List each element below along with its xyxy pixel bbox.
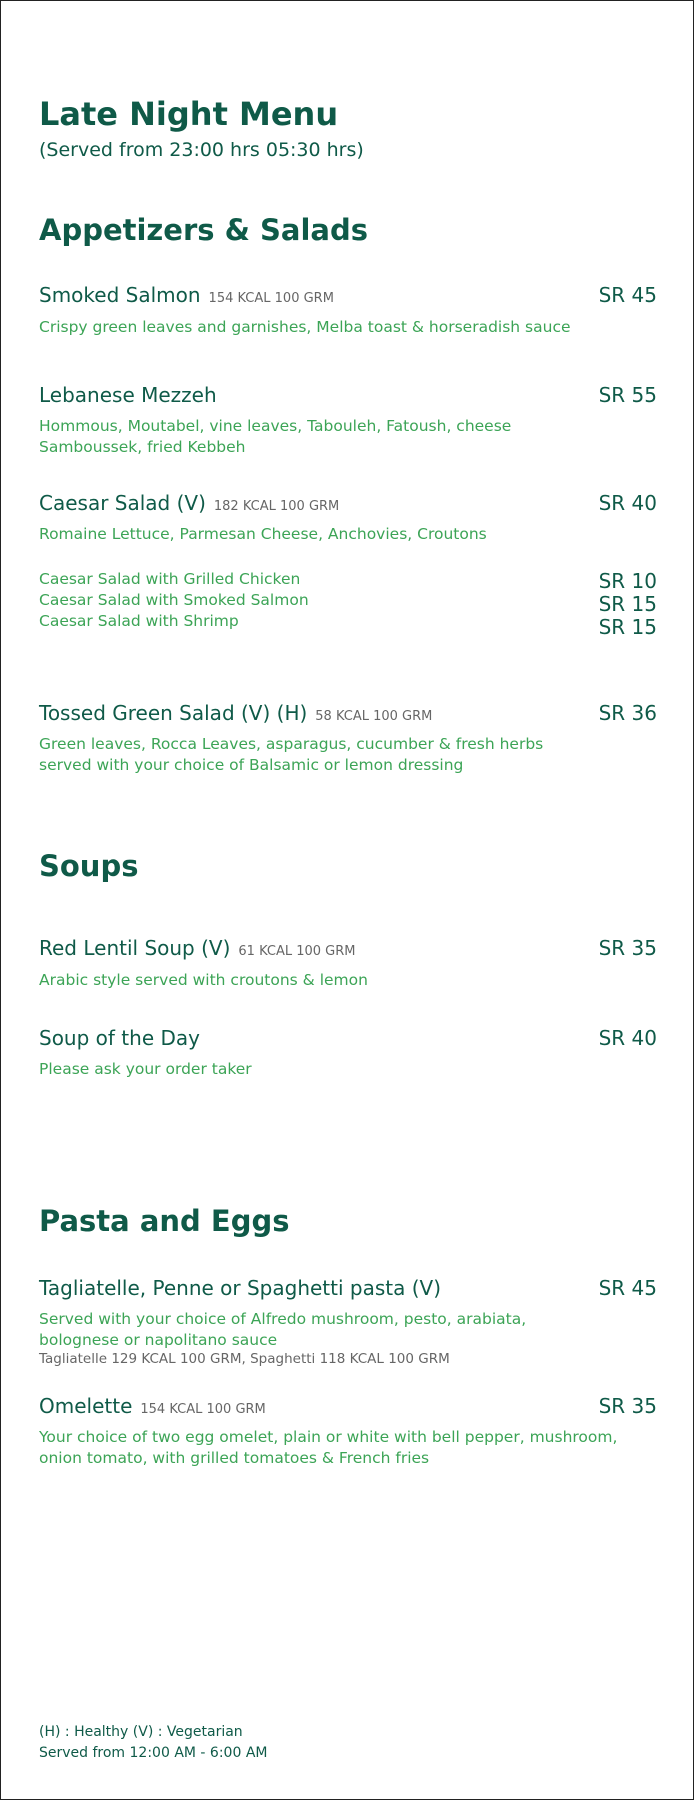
addon-name: Caesar Salad with Shrimp	[39, 612, 239, 630]
menu-subtitle: (Served from 23:00 hrs 05:30 hrs)	[39, 139, 364, 161]
item-lentil-soup	[39, 936, 356, 960]
item-price: SR 35	[598, 1394, 657, 1418]
item-kcal: 58 KCAL 100 GRM	[315, 709, 433, 724]
item-name: Red Lentil Soup (V)	[39, 936, 231, 960]
section-appetizers: Appetizers & Salads	[39, 213, 369, 247]
item-description: Hommous, Moutabel, vine leaves, Tabouleh, Fatoush, cheese Samboussek, fried Kebbeh	[39, 417, 512, 456]
item-name: Caesar Salad (V)	[39, 491, 206, 515]
addon-price: SR 10	[598, 569, 657, 593]
item-name: Smoked Salmon	[39, 283, 201, 307]
addon-price: SR 15	[598, 615, 657, 639]
item-price: SR 40	[598, 1026, 657, 1050]
item-soup-of-day	[39, 1026, 200, 1050]
addon-name: Caesar Salad with Smoked Salmon	[39, 591, 309, 609]
item-name: Tossed Green Salad (V) (H)	[39, 701, 308, 725]
item-tossed-salad	[39, 701, 432, 725]
item-name: Lebanese Mezzeh	[39, 383, 217, 407]
item-price: SR 40	[598, 491, 657, 515]
item-price: SR 45	[598, 283, 657, 307]
item-description: served with your choice of Balsamic or lemon dressing	[39, 756, 464, 774]
item-name: Soup of the Day	[39, 1026, 200, 1050]
item-kcal: 154 KCAL 100 GRM	[208, 291, 334, 306]
item-description: Green leaves, Rocca Leaves, asparagus, cucumber & fresh herbs	[39, 735, 544, 753]
item-price: SR 36	[598, 701, 657, 725]
item-description: Your choice of two egg omelet, plain or white with bell pepper, mushroom,	[39, 1428, 618, 1446]
section-soups: Soups	[39, 849, 139, 883]
footer-legend: (H) : Healthy (V) : Vegetarian	[39, 1724, 243, 1740]
item-price: SR 45	[598, 1276, 657, 1300]
section-pasta: Pasta and Eggs	[39, 1204, 290, 1238]
item-kcal: 61 KCAL 100 GRM	[238, 944, 356, 959]
item-description: Please ask your order taker	[39, 1060, 252, 1078]
item-description: Romaine Lettuce, Parmesan Cheese, Anchovies, Croutons	[39, 525, 487, 543]
item-caesar	[39, 491, 339, 515]
addon-name: Caesar Salad with Grilled Chicken	[39, 570, 301, 588]
item-price: SR 55	[598, 383, 657, 407]
item-name: Omelette	[39, 1394, 133, 1418]
item-kcal: 154 KCAL 100 GRM	[140, 1402, 266, 1417]
menu-title: Late Night Menu	[39, 95, 339, 133]
item-name: Tagliatelle, Penne or Spaghetti pasta (V)	[39, 1276, 442, 1300]
item-kcal: 182 KCAL 100 GRM	[213, 499, 340, 514]
item-mezzeh	[39, 383, 217, 407]
item-kcal-note: Tagliatelle 129 KCAL 100 GRM, Spaghetti 118 KCAL 100 GRM	[39, 1351, 450, 1367]
addon-price: SR 15	[598, 592, 657, 616]
item-description: Served with your choice of Alfredo mushroom, pesto, arabiata,	[39, 1310, 527, 1328]
item-description: bolognese or napolitano sauce	[39, 1331, 278, 1349]
item-smoked-salmon	[39, 283, 334, 307]
item-omelette	[39, 1394, 266, 1418]
item-price: SR 35	[598, 936, 657, 960]
item-description: Crispy green leaves and garnishes, Melba toast & horseradish sauce	[39, 318, 571, 336]
item-description: onion tomato, with grilled tomatoes & French fries	[39, 1449, 430, 1467]
item-description: Arabic style served with croutons & lemon	[39, 971, 368, 989]
footer-served-time: Served from 12:00 AM - 6:00 AM	[39, 1745, 268, 1761]
item-pasta	[39, 1276, 441, 1300]
